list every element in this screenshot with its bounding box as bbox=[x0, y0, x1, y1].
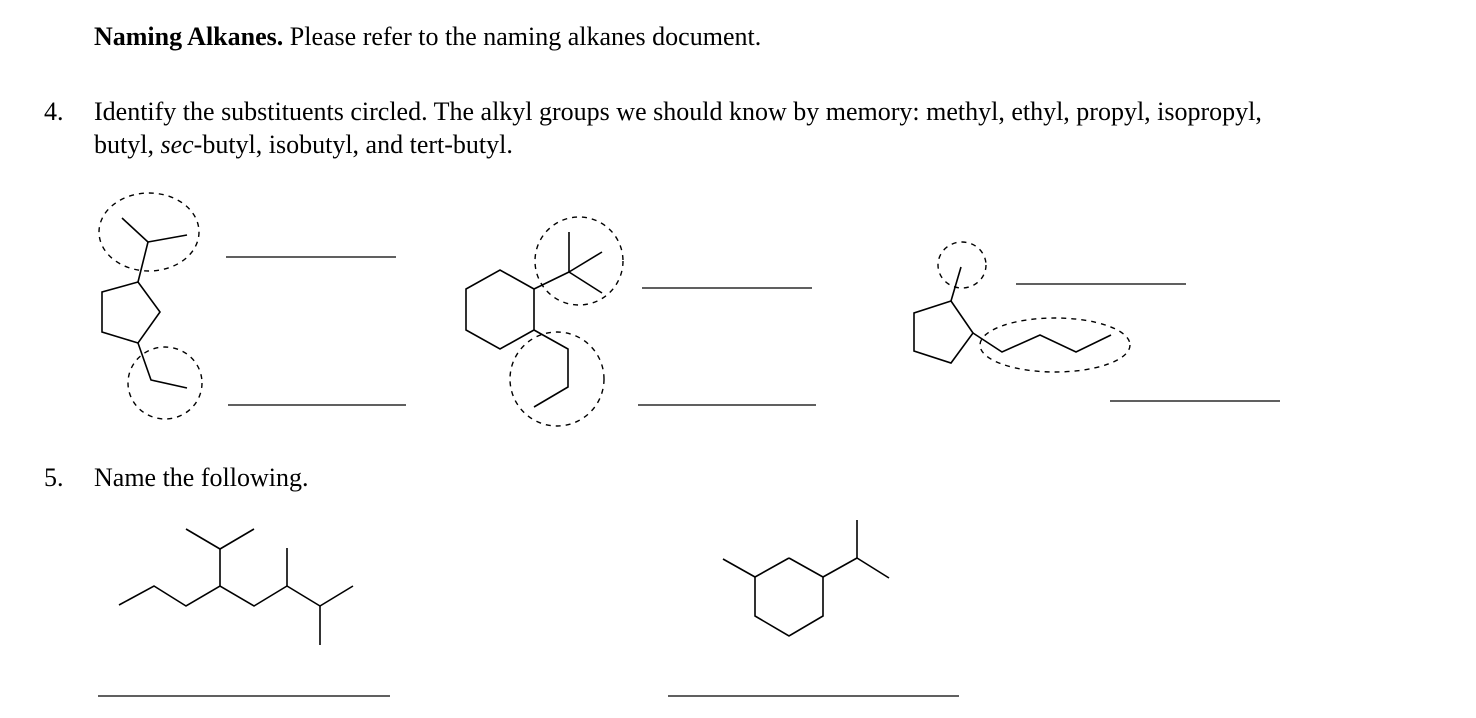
molecule-2-tert-butyl-bond bbox=[534, 272, 569, 289]
question-5-text: Name the following. bbox=[94, 463, 309, 492]
molecule-2-top-circle bbox=[535, 217, 623, 305]
molecule-3-methyl-bond bbox=[951, 267, 961, 301]
cyclohexane-isopropyl-methyl-b bbox=[857, 558, 889, 578]
molecule-3-methyl-circle bbox=[938, 242, 986, 288]
alkane-isopropyl-branch-right bbox=[220, 529, 254, 549]
molecule-3-butyl-circle bbox=[980, 318, 1130, 372]
section-title: Naming Alkanes. bbox=[94, 22, 284, 51]
molecule-2-tert-butyl-methyl-c bbox=[569, 272, 602, 293]
molecule-1-isopropyl-methyl bbox=[148, 235, 187, 242]
molecule-3-butyl-bonds bbox=[973, 333, 1111, 352]
molecule-2-ring bbox=[466, 270, 534, 349]
molecule-1-isopropyl-ethyl-cyclopentane bbox=[99, 193, 406, 419]
alkane-main-chain bbox=[119, 586, 353, 606]
question-5-substituted-cyclohexane bbox=[668, 520, 959, 696]
molecule-2-tert-butyl-propyl-cyclohexane bbox=[466, 217, 816, 426]
molecule-1-isopropyl-bonds bbox=[122, 218, 148, 282]
cyclohexane-methyl bbox=[723, 559, 755, 577]
molecule-2-bottom-circle bbox=[510, 332, 604, 426]
molecule-2-tert-butyl-methyl-b bbox=[569, 252, 602, 272]
alkane-isopropyl-branch-left bbox=[186, 529, 220, 549]
molecule-1-ethyl-bonds bbox=[138, 343, 187, 388]
molecule-3-methyl-butyl-cyclopentane bbox=[914, 242, 1280, 401]
cyclohexane-ring bbox=[755, 558, 823, 636]
cyclohexane-isopropyl-bond bbox=[823, 558, 857, 577]
molecule-2-propyl-bonds bbox=[534, 330, 568, 407]
question-5-number: 5. bbox=[44, 463, 64, 492]
question-5-branched-alkane bbox=[98, 529, 390, 696]
molecule-3-ring bbox=[914, 301, 973, 363]
question-4-line-2-end: -butyl, isobutyl, and tert-butyl. bbox=[193, 130, 513, 159]
question-4-number: 4. bbox=[44, 97, 64, 126]
section-instruction: Please refer to the naming alkanes document. bbox=[283, 22, 762, 51]
question-4-sec-italic: sec bbox=[160, 130, 194, 159]
question-4-line-2-start: butyl, bbox=[94, 130, 161, 159]
molecule-1-top-circle bbox=[99, 193, 199, 271]
question-4-line-1: Identify the substituents circled. The alkyl groups we should know by memory: methyl, ethyl, propyl, isopropyl, bbox=[94, 97, 1262, 126]
molecule-1-ring bbox=[102, 282, 160, 343]
